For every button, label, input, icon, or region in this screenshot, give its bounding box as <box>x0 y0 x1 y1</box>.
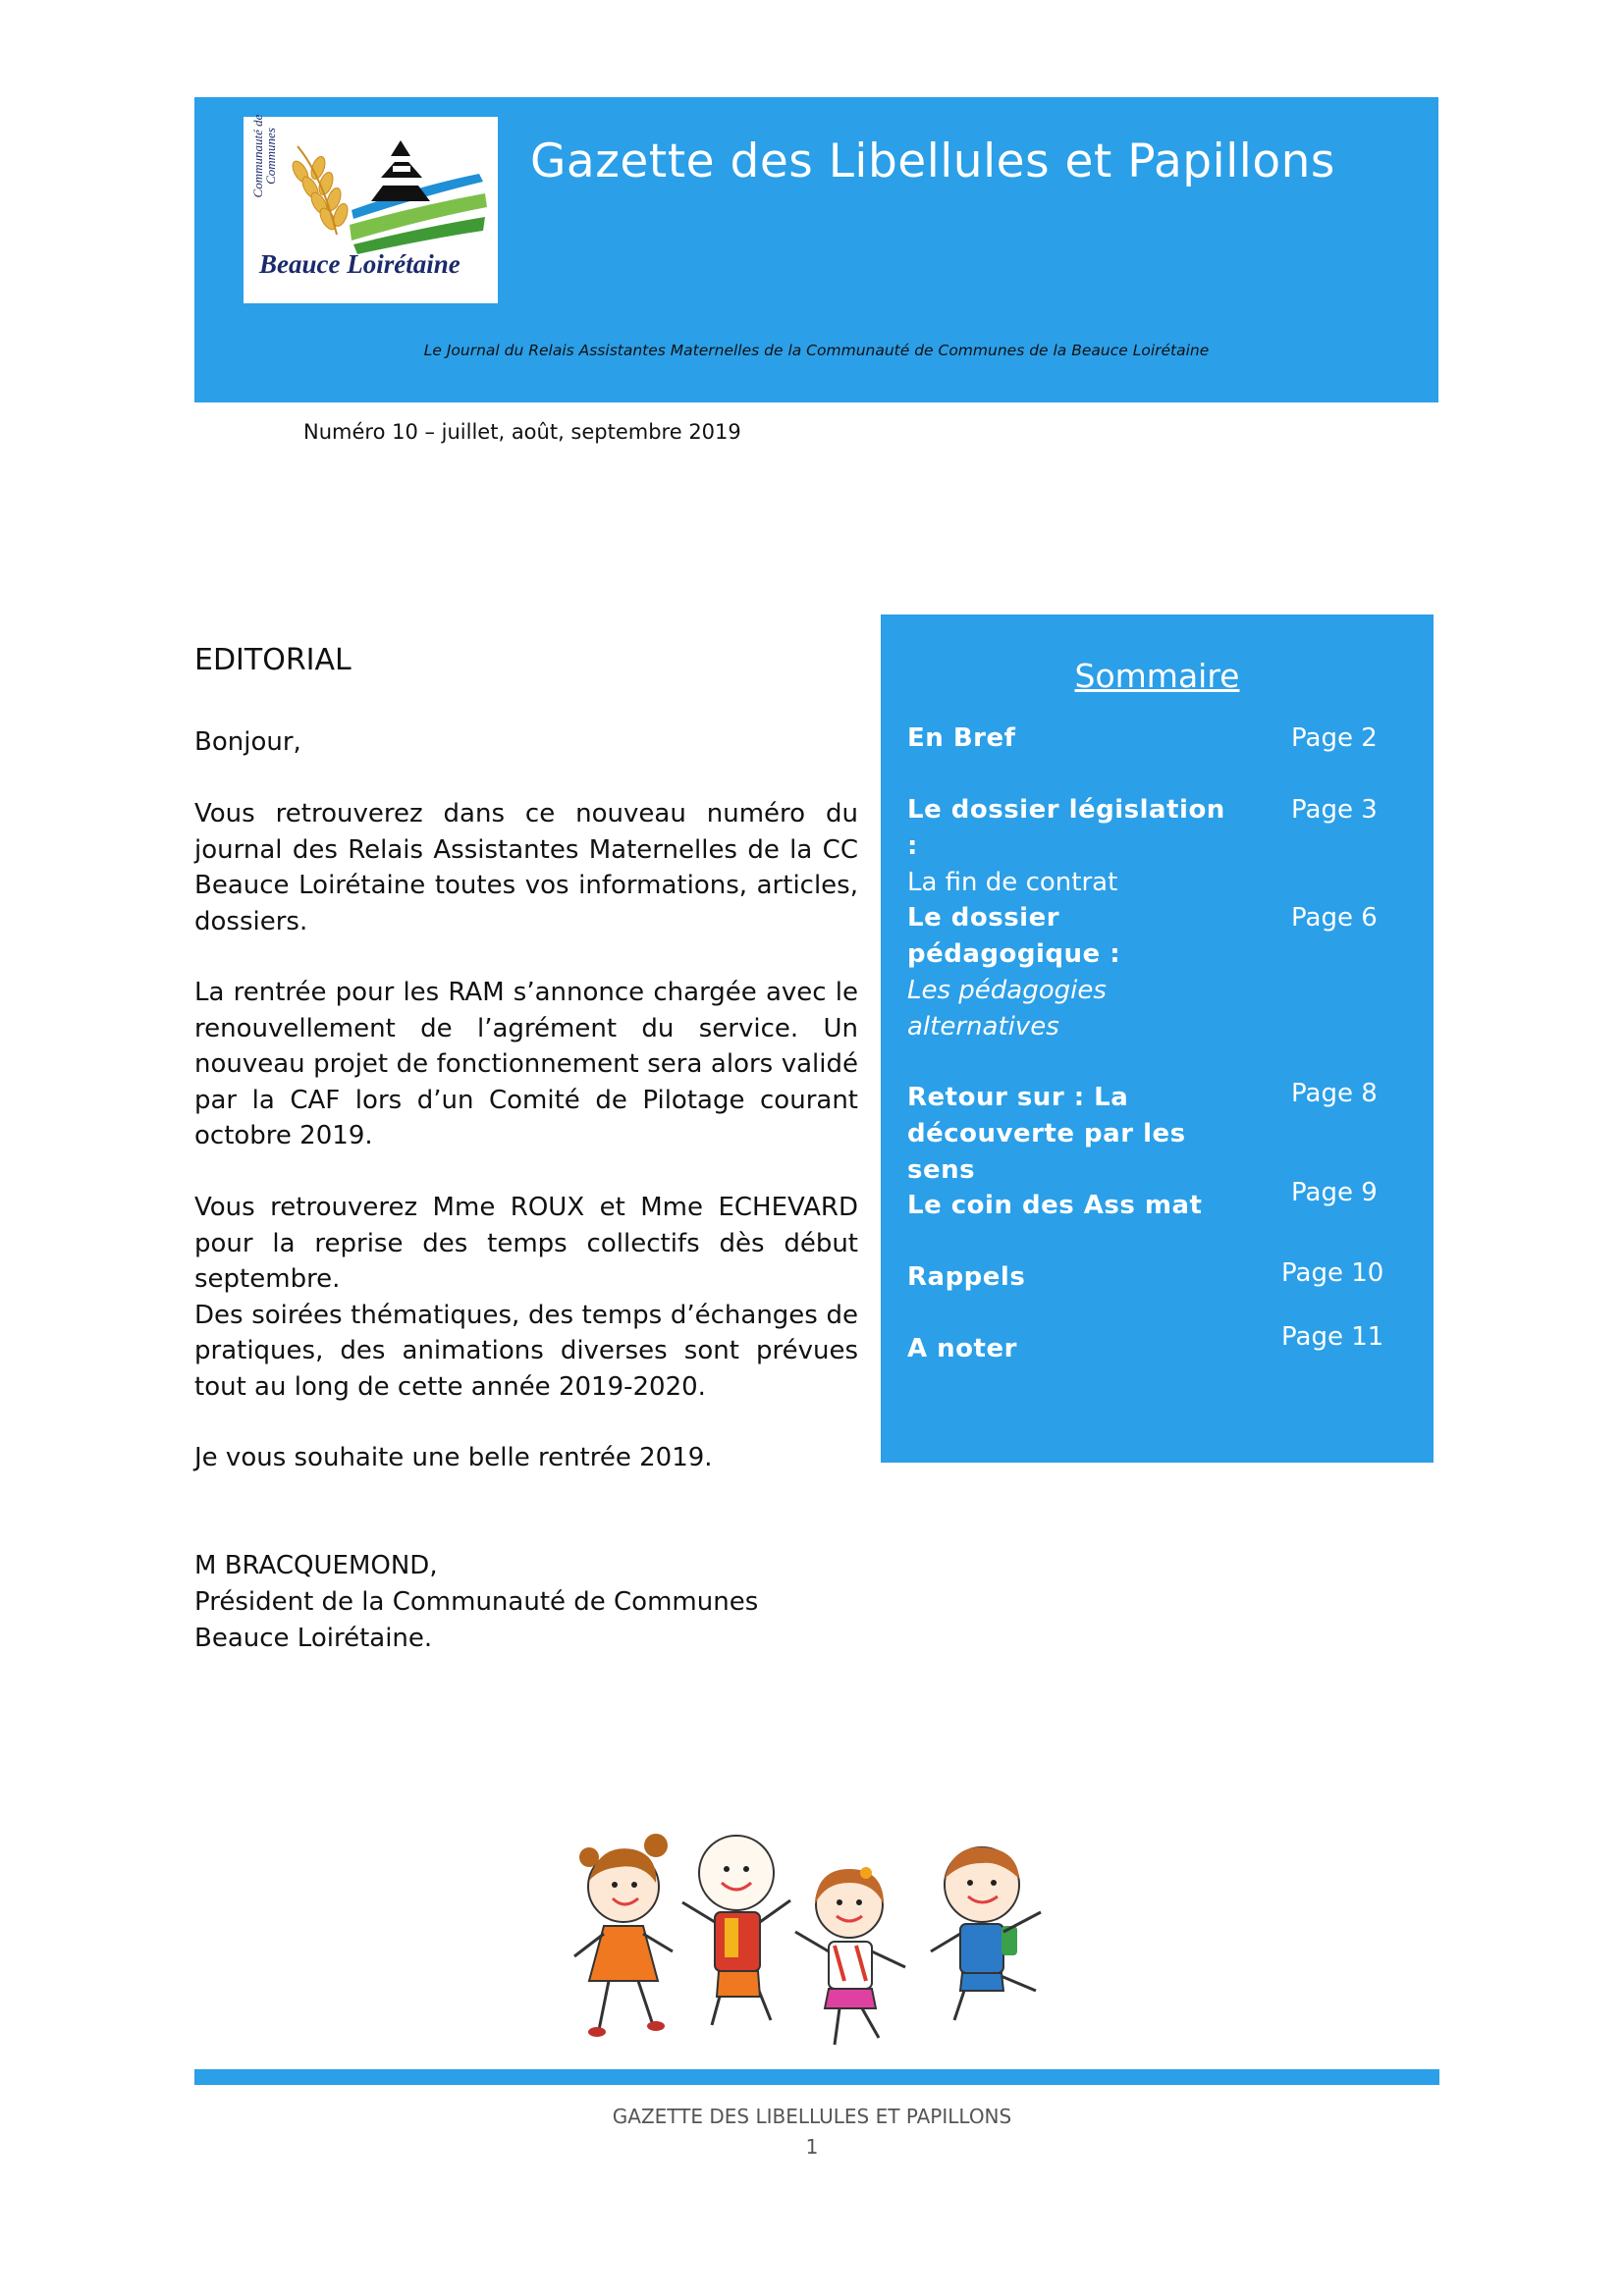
toc-item-a-noter[interactable] <box>907 1331 1231 1367</box>
child-1 <box>574 1834 673 2037</box>
toc-item-label: Le dossier législation : <box>907 795 1225 861</box>
gazette-title: Gazette des Libellules et Papillons <box>530 134 1335 188</box>
paragraph-text: Des soirées thématiques, des temps d’échanges de pratiques, des animations diverses sont prévues tout au long de cette année 2019-2020. <box>194 1300 858 1402</box>
toc-item-sub: Les pédagogies alternatives <box>907 976 1107 1041</box>
child-4 <box>931 1847 1041 2020</box>
toc-item-retour-sur[interactable] <box>907 1080 1241 1189</box>
footer-title: GAZETTE DES LIBELLULES ET PAPILLONS <box>612 2105 1012 2128</box>
paragraph-text: La rentrée pour les RAM s’annonce chargée avec le renouvellement de l’agrément du service. Un nouveau projet de fonctionnement sera alors validé par la CAF lors d’un Comité de Pilotage courant octobre 2019. <box>194 978 858 1150</box>
issue-line: Numéro 10 – juillet, août, septembre 2019 <box>303 420 741 444</box>
editorial-paragraph-2 <box>194 975 858 1154</box>
toc-item-sub: La fin de contrat <box>907 868 1118 897</box>
sommaire-box <box>881 614 1434 1463</box>
greeting-text: Bonjour, <box>194 727 301 757</box>
toc-item-legislation[interactable] <box>907 792 1231 901</box>
signature-name: M BRACQUEMOND, <box>194 1551 438 1580</box>
toc-item-en-bref[interactable] <box>907 721 1231 757</box>
child-2 <box>682 1836 790 2025</box>
toc-page-6[interactable]: Page 6 <box>1291 903 1378 933</box>
toc-item-label: A noter <box>907 1334 1017 1363</box>
page-number: 1 <box>805 2135 819 2159</box>
sommaire-title: Sommaire <box>1074 657 1240 695</box>
toc-item-coin-ass-mat[interactable] <box>907 1188 1231 1224</box>
toc-item-label: Retour sur : La découverte par les sens <box>907 1083 1186 1185</box>
toc-item-label: En Bref <box>907 723 1016 753</box>
editorial-paragraph-3 <box>194 1190 858 1405</box>
toc-page-9[interactable]: Page 9 <box>1291 1178 1378 1207</box>
footer-bar <box>194 2069 1439 2085</box>
editorial-paragraph-1 <box>194 796 858 939</box>
beauce-loiretaine-logo <box>244 114 498 303</box>
logo-side-text: Communauté de Communes <box>250 114 278 198</box>
paragraph-text: Vous retrouverez Mme ROUX et Mme ECHEVARD pour la reprise des temps collectifs dès début septembre. <box>194 1193 858 1294</box>
toc-item-pedagogique[interactable] <box>907 900 1143 1045</box>
paragraph-text: Vous retrouverez dans ce nouveau numéro du journal des Relais Assistantes Maternelles de la CC Beauce Loirétaine toutes vos informations, articles, dossiers. <box>194 799 858 936</box>
toc-item-label: Le coin des Ass mat <box>907 1191 1203 1220</box>
logo-name: Beauce Loirétaine <box>259 249 460 279</box>
toc-page-3[interactable]: Page 3 <box>1291 795 1378 825</box>
editorial-title: EDITORIAL <box>194 643 352 677</box>
gazette-subtitle: Le Journal du Relais Assistantes Maternelles de la Communauté de Communes de la Beauce Loirétaine <box>423 342 1210 359</box>
editorial-signature <box>194 1548 758 1657</box>
signature-role: Président de la Communauté de Communes <box>194 1587 759 1617</box>
toc-page-8[interactable]: Page 8 <box>1291 1079 1378 1108</box>
toc-page-2[interactable]: Page 2 <box>1291 723 1378 753</box>
toc-page-11[interactable]: Page 11 <box>1281 1322 1384 1352</box>
toc-page-10[interactable]: Page 10 <box>1281 1258 1384 1288</box>
gazette-header <box>194 97 1438 402</box>
toc-item-rappels[interactable] <box>907 1259 1231 1296</box>
editorial-paragraph-4 <box>194 1440 858 1476</box>
toc-item-label: Rappels <box>907 1262 1026 1292</box>
paragraph-text: Je vous souhaite une belle rentrée 2019. <box>194 1443 713 1472</box>
signature-org: Beauce Loirétaine. <box>194 1624 433 1653</box>
toc-item-label: Le dossier pédagogique : <box>907 903 1121 969</box>
dancing-children-illustration <box>550 1824 1080 2059</box>
child-3 <box>795 1867 905 2045</box>
editorial-greeting <box>194 724 858 761</box>
